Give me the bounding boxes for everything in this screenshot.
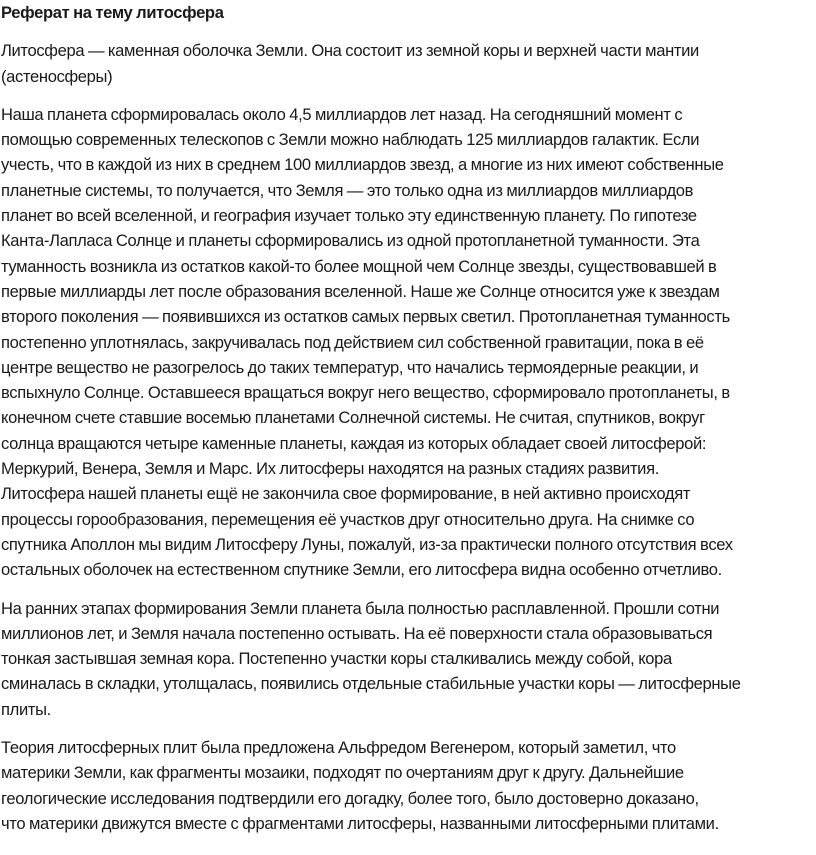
text-line: планет во всей вселенной, и география изучает только эту единственную планету. По гипотезе (1, 206, 697, 226)
text-line: Меркурий, Венера, Земля и Марс. Их литосферы находятся на разных стадиях развития. (1, 459, 659, 479)
text-line: вспыхнуло Солнце. Оставшееся вращаться вокруг него вещество, сформировало протопланеты, в (1, 383, 730, 403)
text-line: Канта-Лапласа Солнце и планеты сформировались из одной протопланетной туманности. Эта (1, 231, 700, 251)
paragraph-4 (1, 735, 816, 836)
text-line: остальных оболочек на естественном спутнике Земли, его литосфера видна особенно отчетливо. (1, 560, 722, 580)
text-line: солнца вращаются четыре каменные планеты, каждая из которых обладает своей литосферой: (1, 433, 707, 453)
text-line: учесть, что в каждой из них в среднем 100 миллиардов звезд, а многие из них имеют собственные (1, 155, 724, 175)
text-line: На ранних этапах формирования Земли планета была полностью расплавленной. Прошли сотни (1, 598, 720, 618)
paragraph-2 (1, 102, 816, 583)
text-line: миллионов лет, и Земля начала постепенно остывать. На её поверхности стала образовываться (1, 623, 713, 643)
text-line: материки Земли, как фрагменты мозаики, подходят по очертаниям друг к другу. Дальнейшие (1, 763, 684, 783)
document-paragraphs (1, 38, 816, 836)
paragraph-3 (1, 596, 816, 722)
text-line: туманность возникла из остатков какой-то более мощной чем Солнце звезды, существовавшей в (1, 256, 717, 276)
title-text: Реферат на тему литосфера (1, 3, 224, 22)
text-line: геологические исследования подтвердили его догадку, более того, было достоверно доказано, (1, 788, 699, 808)
text-line: плиты. (1, 699, 51, 719)
document-title (1, 0, 816, 25)
text-line: сминалась в складки, утолщалась, появились отдельные стабильные участки коры — литосферные (1, 674, 741, 694)
text-line: (астеносферы) (1, 66, 113, 86)
text-line: постепенно уплотнялась, закручивалась под действием сил собственной гравитации, пока в её (1, 332, 704, 352)
text-line: второго поколения — появившихся из остатков самых первых светил. Протопланетная туманность (1, 307, 730, 327)
text-line: Теория литосферных плит была предложена Альфредом Вегенером, который заметил, что (1, 738, 676, 758)
text-line: Наша планета сформировалась около 4,5 миллиардов лет назад. На сегодняшний момент с (1, 104, 683, 124)
text-line: процессы горообразования, перемещения её участков друг относительно друга. На снимке со (1, 509, 695, 529)
text-line: конечном счете ставшие восемью планетами Солнечной системы. Не считая, спутников, вокруг (1, 408, 705, 428)
text-line: помощью современных телескопов с Земли можно наблюдать 125 миллиардов галактик. Если (1, 130, 700, 150)
text-line: планетные системы, то получается, что Земля — это только одна из миллиардов миллиардов (1, 180, 694, 200)
text-line: первые миллиарды лет после образования вселенной. Наше же Солнце относится уже к звездам (1, 281, 720, 301)
document-body (1, 0, 816, 849)
text-line: центре вещество не разогрелось до таких температур, что начались термоядерные реакции, и (1, 357, 699, 377)
text-line: спутника Аполлон мы видим Литосферу Луны, пожалуй, из-за практически полного отсутствия всех (1, 534, 733, 554)
text-line: Литосфера — каменная оболочка Земли. Она состоит из земной коры и верхней части мантии (1, 41, 699, 61)
paragraph-1 (1, 38, 816, 89)
text-line: тонкая застывшая земная кора. Постепенно участки коры сталкивались между собой, кора (1, 649, 672, 669)
text-line: Литосфера нашей планеты ещё не закончила свое формирование, в ней активно происходят (1, 484, 691, 504)
text-line: что материки движутся вместе с фрагментами литосферы, названными литосферными плитами. (1, 813, 719, 833)
